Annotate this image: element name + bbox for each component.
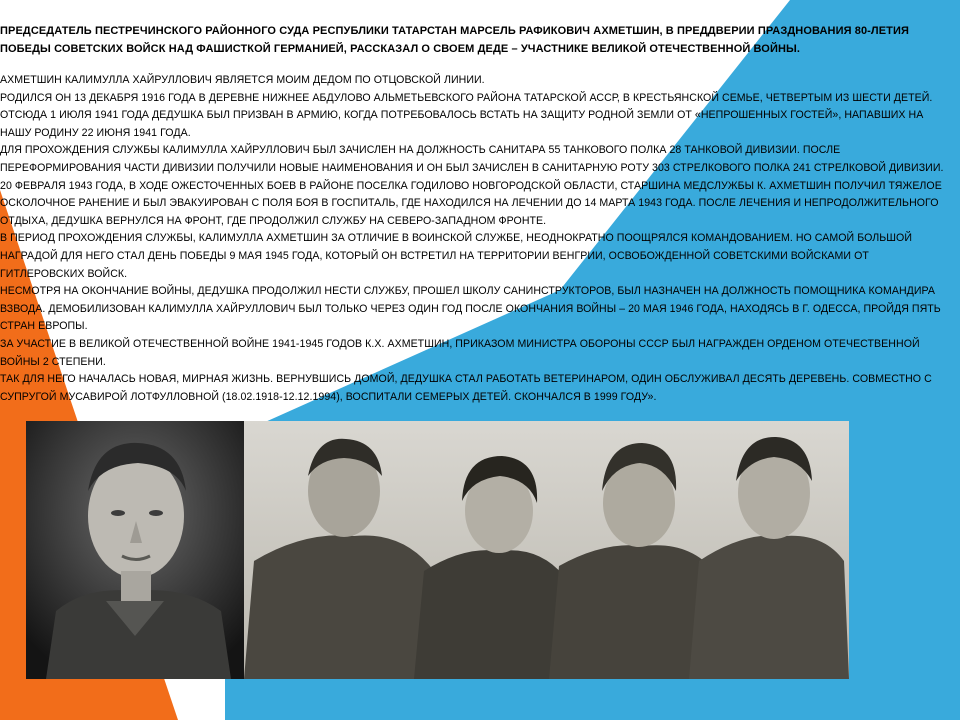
paragraph: ОТСЮДА 1 ИЮЛЯ 1941 ГОДА ДЕДУШКА БЫЛ ПРИЗВАН В АРМИЮ, КОГДА ПОТРЕБОВАЛОСЬ ВСТАТЬ НА ЗАЩИТУ РОДНОЙ ЗЕМЛИ ОТ «НЕПРОШЕННЫХ ГОСТЕЙ», НАПАВШИХ НА НАШУ РОДИНУ 22 ИЮНЯ 1941 ГОДА.	[0, 109, 924, 139]
group-photo	[244, 421, 849, 679]
paragraph: АХМЕТШИН КАЛИМУЛЛА ХАЙРУЛЛОВИЧ ЯВЛЯЕТСЯ МОИМ ДЕДОМ ПО ОТЦОВСКОЙ ЛИНИИ.	[0, 74, 485, 86]
paragraph: ДЛЯ ПРОХОЖДЕНИЯ СЛУЖБЫ КАЛИМУЛЛА ХАЙРУЛЛОВИЧ БЫЛ ЗАЧИСЛЕН НА ДОЛЖНОСТЬ САНИТАРА 55 ТАНКОВОГО ПОЛКА 28 ТАНКОВОЙ ДИВИЗИИ. ПОСЛЕ ПЕРЕФОРМИРОВАНИЯ ЧАСТИ ДИВИЗИИ ПОЛУЧИЛИ НОВЫЕ НАИМЕНОВАНИЯ И ОН БЫЛ ЗАЧИСЛЕН В САНИТАРНУЮ РОТУ 303 СТРЕЛКОВОГО ПОЛКА 241 СТРЕЛКОВОЙ ДИВИЗИИ.	[0, 144, 944, 174]
paragraph: РОДИЛСЯ ОН 13 ДЕКАБРЯ 1916 ГОДА В ДЕРЕВНЕ НИЖНЕЕ АБДУЛОВО АЛЬМЕТЬЕВСКОГО РАЙОНА ТАТАРСКОЙ АССР, В КРЕСТЬЯНСКОЙ СЕМЬЕ, ЧЕТВЕРТЫМ ИЗ ШЕСТИ ДЕТЕЙ.	[0, 91, 933, 104]
paragraph: НЕСМОТРЯ НА ОКОНЧАНИЕ ВОЙНЫ, ДЕДУШКА ПРОДОЛЖИЛ НЕСТИ СЛУЖБУ, ПРОШЕЛ ШКОЛУ САНИНСТРУКТОРОВ, БЫЛ НАЗНАЧЕН НА ДОЛЖНОСТЬ ПОМОЩНИКА КОМАНДИРА ВЗВОДА. ДЕМОБИЛИЗОВАН КАЛИМУЛЛА ХАЙРУЛЛОВИЧ БЫЛ ТОЛЬКО ЧЕРЕЗ ОДИН ГОД ПОСЛЕ ОКОНЧАНИЯ ВОЙНЫ – 20 МАЯ 1946 ГОДА, НАХОДЯСЬ В Г. ОДЕССА, ПРОЙДЯ ПЯТЬ СТРАН ЕВРОПЫ.	[0, 285, 941, 333]
article-heading: ПРЕДСЕДАТЕЛЬ ПЕСТРЕЧИНСКОГО РАЙОННОГО СУДА РЕСПУБЛИКИ ТАТАРСТАН МАРСЕЛЬ РАФИКОВИЧ АХМЕТШИН, В ПРЕДДВЕРИИ ПРАЗДНОВАНИЯ 80-ЛЕТИЯ ПОБЕДЫ СОВЕТСКИХ ВОЙСК НАД ФАШИСТКОЙ ГЕРМАНИЕЙ, РАССКАЗАЛ О СВОЕМ ДЕДЕ – УЧАСТНИКЕ ВЕЛИКОЙ ОТЕЧЕСТВЕННОЙ ВОЙНЫ.	[0, 25, 910, 55]
article-text	[0, 22, 945, 406]
paragraph: ТАК ДЛЯ НЕГО НАЧАЛАСЬ НОВАЯ, МИРНАЯ ЖИЗНЬ. ВЕРНУВШИСЬ ДОМОЙ, ДЕДУШКА СТАЛ РАБОТАТЬ ВЕТЕРИНАРОМ, ОДИН ОБСЛУЖИВАЛ ДЕСЯТЬ ДЕРЕВЕНЬ. СОВМЕСТНО С СУПРУГОЙ МУСАВИРОЙ ЛОТФУЛЛОВНОЙ (18.02.1918-12.12.1994), ВОСПИТАЛИ СЕМЕРЫХ ДЕТЕЙ. СКОНЧАЛСЯ В 1999 ГОДУ».	[0, 373, 932, 403]
article-paragraphs	[0, 72, 945, 406]
portrait-photo	[26, 421, 244, 679]
paragraph: 20 ФЕВРАЛЯ 1943 ГОДА, В ХОДЕ ОЖЕСТОЧЕННЫХ БОЕВ В РАЙОНЕ ПОСЕЛКА ГОДИЛОВО НОВГОРОДСКОЙ ОБЛАСТИ, СТАРШИНА МЕДСЛУЖБЫ К. АХМЕТШИН ПОЛУЧИЛ ТЯЖЕЛОЕ ОСКОЛОЧНОЕ РАНЕНИЕ И БЫЛ ЭВАКУИРОВАН С ПОЛЯ БОЯ В ГОСПИТАЛЬ, ГДЕ НАХОДИЛСЯ НА ЛЕЧЕНИИ ДО 14 МАРТА 1943 ГОДА. ПОСЛЕ ЛЕЧЕНИЯ И НЕПРОДОЛЖИТЕЛЬНОГО ОТДЫХА, ДЕДУШКА ВЕРНУЛСЯ НА ФРОНТ, ГДЕ ПРОДОЛЖИЛ СЛУЖБУ НА СЕВЕРО-ЗАПАДНОМ ФРОНТЕ.	[0, 179, 942, 227]
paragraph: ЗА УЧАСТИЕ В ВЕЛИКОЙ ОТЕЧЕСТВЕННОЙ ВОЙНЕ 1941-1945 ГОДОВ К.Х. АХМЕТШИН, ПРИКАЗОМ МИНИСТРА ОБОРОНЫ СССР БЫЛ НАГРАЖДЕН ОРДЕНОМ ОТЕЧЕСТВЕННОЙ ВОЙНЫ 2 СТЕПЕНИ.	[0, 337, 920, 368]
paragraph: В ПЕРИОД ПРОХОЖДЕНИЯ СЛУЖБЫ, КАЛИМУЛЛА АХМЕТШИН ЗА ОТЛИЧИЕ В ВОИНСКОЙ СЛУЖБЕ, НЕОДНОКРАТНО ПООЩРЯЛСЯ КОМАНДОВАНИЕМ. НО САМОЙ БОЛЬШОЙ НАГРАДОЙ ДЛЯ НЕГО СТАЛ ДЕНЬ ПОБЕДЫ 9 МАЯ 1945 ГОДА, КОТОРЫЙ ОН ВСТРЕТИЛ НА ТЕРРИТОРИИ ВЕНГРИИ, ОСВОБОЖДЕННОЙ СОВЕТСКИМИ ВОЙСКАМИ ОТ ГИТЛЕРОВСКИХ ВОЙСК.	[0, 232, 912, 280]
